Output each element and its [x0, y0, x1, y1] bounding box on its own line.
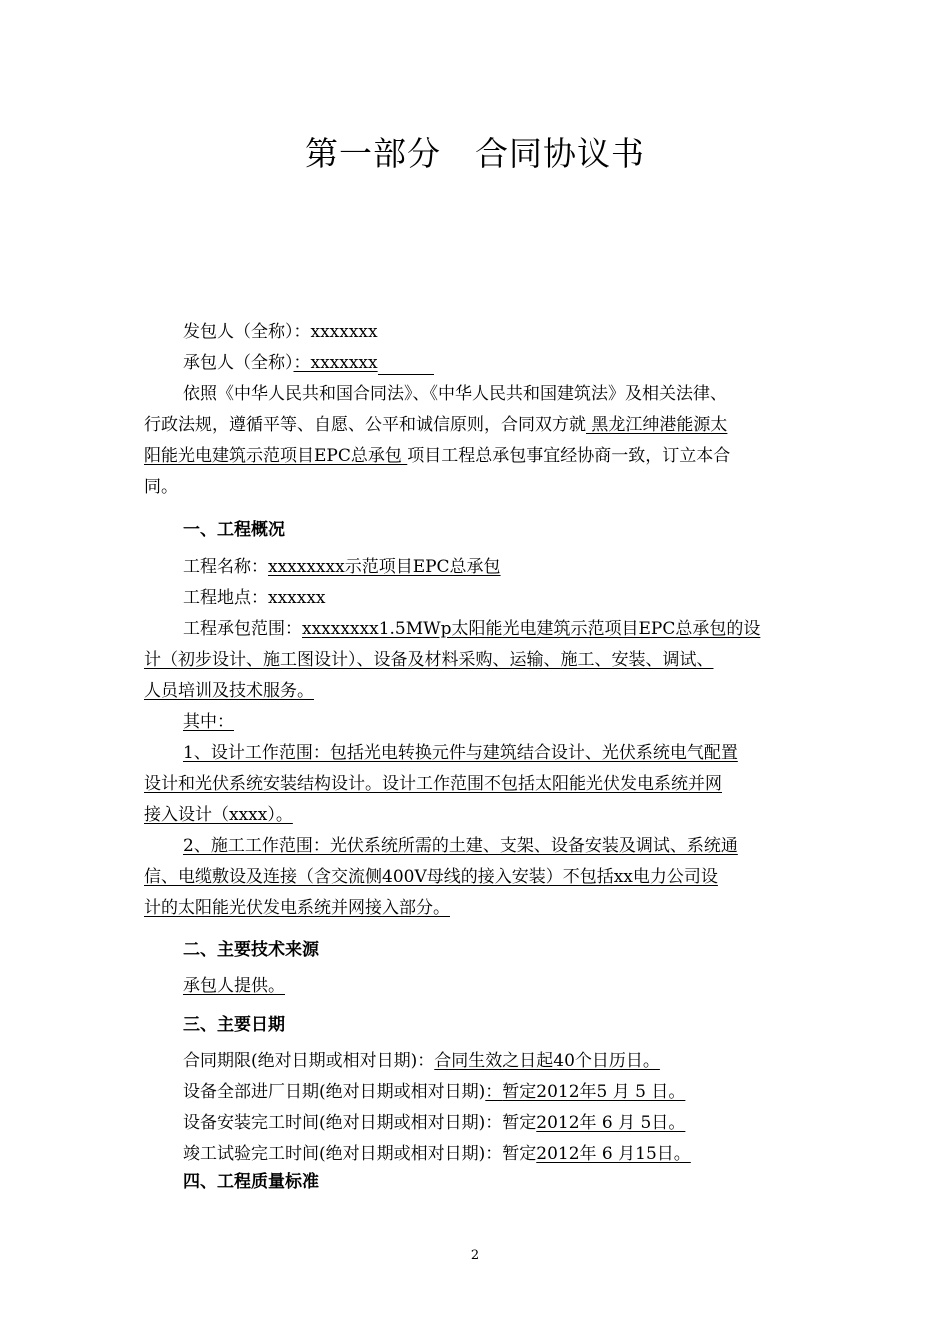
employer-line [183, 320, 378, 344]
tech-source-value: 承包人提供。 [183, 976, 285, 996]
equipment-arrival-colon: ： [485, 1082, 503, 1102]
intro-line-4: 同。 [144, 477, 178, 497]
equipment-arrival-label: 设备全部进厂日期(绝对日期或相对日期) [183, 1082, 486, 1102]
installation-completion-label: 设备安装完工时间(绝对日期或相对日期)：暂定 [183, 1113, 537, 1133]
project-location-value: xxxxxx [268, 588, 326, 608]
page-number: 2 [470, 1248, 480, 1263]
construction-scope-line-2: 信、电缆敷设及连接（含交流侧400V母线的接入安装）不包括xx电力公司设 [144, 867, 718, 887]
completion-test-line [183, 1142, 691, 1166]
design-scope-line-1: 1、设计工作范围：包括光电转换元件与建筑结合设计、光伏系统电气配置 [183, 743, 738, 763]
intro-line-3 [144, 444, 730, 468]
intro-line-2 [144, 413, 727, 437]
design-scope-line-2: 设计和光伏系统安装结构设计。设计工作范围不包括太阳能光伏发电系统并网 [144, 774, 722, 794]
section-2-heading: 二、主要技术来源 [183, 940, 319, 960]
project-name-label: 工程名称： [183, 557, 268, 577]
intro-line-2-text: 行政法规，遵循平等、自愿、公平和诚信原则，合同双方就 [144, 415, 586, 435]
section-1-heading: 一、工程概况 [183, 520, 285, 540]
project-location-label: 工程地点： [183, 588, 268, 608]
contractor-label: 承包人（全称） [183, 353, 294, 373]
among-label: 其中： [183, 712, 234, 732]
contract-period-label: 合同期限(绝对日期或相对日期)： [183, 1051, 435, 1071]
equipment-arrival-line [183, 1080, 685, 1104]
project-name-value: xxxxxxxx示范项目EPC总承包 [268, 557, 501, 577]
project-name-part-1: 黑龙江绅港能源太 [586, 415, 728, 435]
contractor-value: xxxxxxx [310, 353, 378, 373]
project-location-line [183, 586, 326, 610]
contractor-line [183, 351, 434, 375]
equipment-arrival-value: 暂定2012年5 月 5 日。 [502, 1082, 686, 1102]
contract-period-value: 合同生效之日起40个日历日。 [434, 1051, 660, 1071]
section-4-heading: 四、工程质量标准 [183, 1172, 319, 1192]
section-3-heading: 三、主要日期 [183, 1015, 285, 1035]
construction-scope-line-3: 计的太阳能光伏发电系统并网接入部分。 [144, 898, 450, 918]
scope-line-2: 计（初步设计、施工图设计）、设备及材料采购、运输、施工、安装、调试、 [144, 650, 714, 670]
scope-text-1: xxxxxxxx1.5MWp太阳能光电建筑示范项目EPC总承包的设 [302, 619, 761, 639]
installation-completion-line [183, 1111, 685, 1135]
intro-line-1: 依照《中华人民共和国合同法》、《中华人民共和国建筑法》及相关法律、 [183, 384, 727, 404]
project-name-part-2: 阳能光电建筑示范项目EPC总承包 [144, 446, 408, 466]
scope-line-1 [183, 617, 760, 641]
intro-line-3-text: 项目工程总承包事宜经协商一致，订立本合 [407, 446, 731, 466]
page-title [0, 128, 950, 175]
scope-label: 工程承包范围： [183, 619, 302, 639]
scope-line-3: 人员培训及技术服务。 [144, 681, 314, 701]
installation-completion-value: 2012年 6 月 5日。 [536, 1113, 686, 1133]
design-scope-line-3: 接入设计（xxxx）。 [144, 805, 293, 825]
construction-scope-line-1: 2、施工工作范围：光伏系统所需的土建、支架、设备安装及调试、系统通 [183, 836, 738, 856]
completion-test-label: 竣工试验完工时间(绝对日期或相对日期)：暂定 [183, 1144, 537, 1164]
contractor-blank [378, 357, 434, 375]
employer-label: 发包人（全称）： [183, 322, 311, 342]
employer-value: xxxxxxx [310, 322, 378, 342]
title-name: 合同协议书 [475, 134, 645, 173]
title-part: 第一部分 [305, 134, 441, 173]
contract-period-line [183, 1049, 660, 1073]
completion-test-value: 2012年 6 月15日。 [536, 1144, 691, 1164]
contractor-colon: ： [293, 353, 311, 373]
project-name-line [183, 555, 501, 579]
